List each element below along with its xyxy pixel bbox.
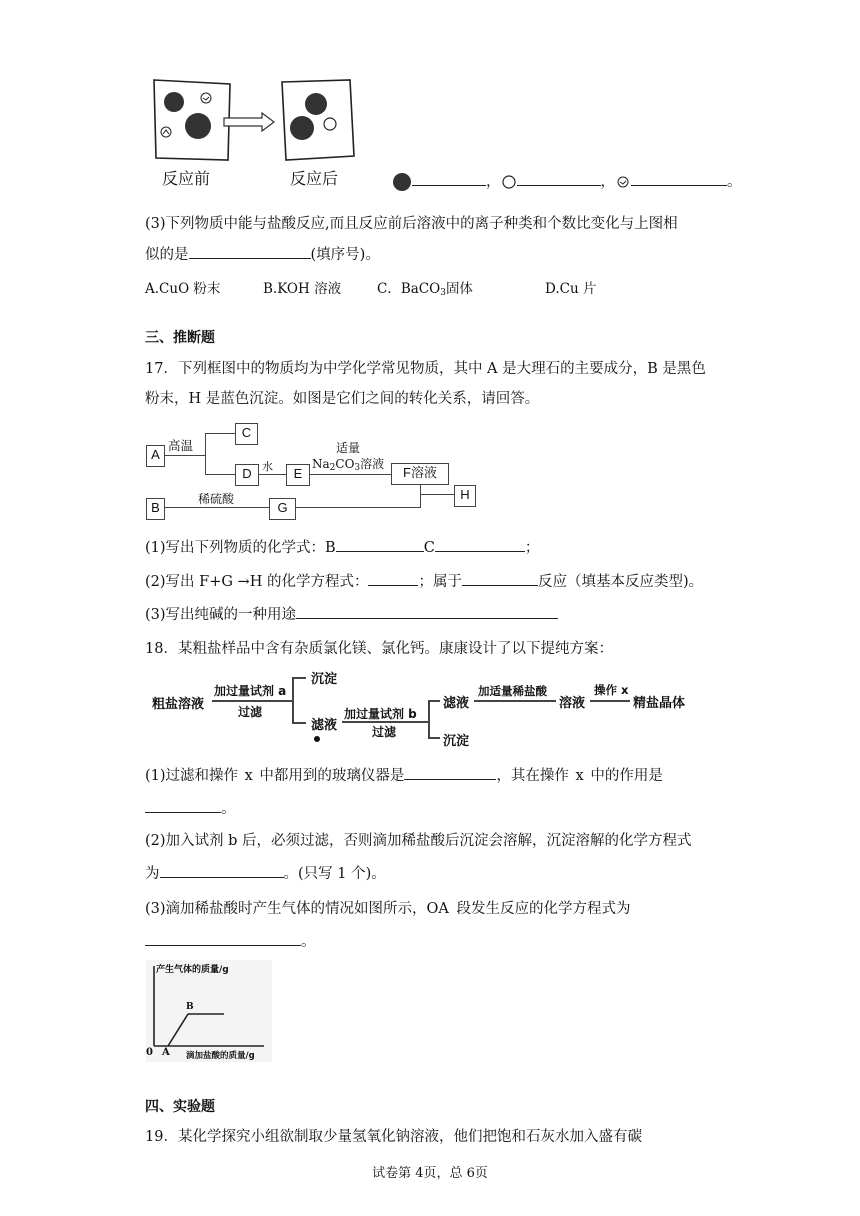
q17-sub2	[145, 570, 703, 591]
graph-ylabel: 产生气体的质量/g	[156, 965, 229, 975]
q17-sub1	[145, 536, 539, 557]
white-particle-icon	[501, 174, 517, 190]
label-gaowen: 高温	[168, 438, 194, 453]
flow-line	[428, 700, 440, 702]
answer-blank-instrument[interactable]	[404, 765, 496, 780]
dot-mark	[314, 736, 320, 742]
graph-xlabel: 滴加盐酸的质量/g	[186, 1051, 255, 1061]
graph-point-a: A	[162, 1047, 170, 1058]
text: 固体	[445, 281, 473, 297]
subscript: 2	[329, 463, 336, 473]
text: ；	[524, 540, 540, 556]
sep: 。	[727, 174, 742, 190]
flow-lvye1: 滤液	[311, 718, 338, 733]
label-xiliusuan: 稀硫酸	[198, 492, 235, 506]
text: 。	[301, 934, 316, 950]
connector	[420, 494, 421, 508]
text: (1)过滤和操作 x 中都用到的玻璃仪器是	[145, 768, 405, 784]
text: ；属于	[418, 574, 462, 590]
sep: ，	[486, 174, 501, 190]
text: (1)写出下列物质的化学式：B	[145, 540, 336, 556]
answer-blank-type[interactable]	[462, 571, 538, 586]
connector	[205, 433, 206, 475]
box-c: C	[235, 423, 258, 445]
answer-blank-equation[interactable]	[368, 571, 418, 586]
q17-line1: 17．下列框图中的物质均为中学化学常见物质，其中 A 是大理石的主要成分，B 是黑色	[145, 361, 706, 377]
flow-line	[428, 700, 430, 738]
blank-white[interactable]	[517, 171, 601, 186]
text: 为	[145, 866, 160, 882]
option-a: A.CuO 粉末	[145, 281, 221, 297]
flow-line	[212, 700, 292, 702]
label-shui: 水	[262, 460, 273, 473]
text: (填序号)。	[310, 247, 380, 263]
q17-sub3	[145, 603, 558, 624]
section-3-title: 三、推断题	[145, 330, 215, 346]
text: C	[423, 540, 435, 556]
flow-chendian1: 沉淀	[311, 672, 338, 687]
answer-blank-equation[interactable]	[160, 863, 284, 878]
particle-blanks	[392, 170, 742, 192]
box-a: A	[146, 445, 165, 467]
text: ，其在操作 x 中的作用是	[496, 768, 663, 784]
flow-line	[292, 677, 306, 679]
answer-blank-b[interactable]	[336, 537, 424, 552]
flow-cuyan: 粗盐溶液	[152, 697, 205, 712]
text: 反应（填基本反应类型)。	[537, 574, 704, 590]
flow-op-x: 操作 x	[594, 683, 629, 697]
flow-guolv2: 过滤	[372, 725, 397, 739]
text: C．BaCO	[377, 281, 441, 297]
flow-lvye2: 滤液	[443, 696, 470, 711]
answer-blank-c[interactable]	[435, 537, 525, 552]
flow-line	[292, 722, 306, 724]
q18-sub1-line2	[145, 797, 236, 818]
sep: ，	[600, 174, 615, 190]
q16-3-line2	[145, 243, 380, 264]
flow-arrow	[590, 700, 630, 702]
connector	[258, 474, 286, 475]
q18-sub3-line1: (3)滴加稀盐酸时产生气体的情况如图所示，OA 段发生反应的化学方程式为	[145, 901, 631, 917]
connector	[420, 494, 454, 495]
flow-line	[292, 677, 294, 723]
q18-sub1-line1	[145, 764, 663, 785]
connector	[163, 507, 269, 508]
connector	[205, 474, 235, 475]
answer-blank[interactable]	[189, 244, 311, 259]
flow-line	[428, 737, 440, 739]
q19-line1: 19．某化学探究小组欲制取少量氢氧化钠溶液，他们把饱和石灰水加入盛有碳	[145, 1129, 642, 1145]
blank-black[interactable]	[412, 171, 486, 186]
connector	[295, 507, 420, 508]
arrow-icon	[224, 113, 274, 131]
black-particle-icon	[392, 172, 412, 192]
section-4-title: 四、实验题	[145, 1099, 215, 1115]
q17-line2: 粉末，H 是蓝色沉淀。如图是它们之间的转化关系，请回答。	[145, 391, 540, 407]
label-after: 反应后	[290, 169, 339, 188]
blank-small[interactable]	[631, 171, 727, 186]
flow-chendian2: 沉淀	[443, 734, 470, 749]
graph-point-b: B	[186, 1002, 194, 1012]
text: Na	[312, 457, 330, 471]
text: (2)写出 F+G →H 的化学方程式：	[145, 574, 369, 590]
text: 溶液	[360, 457, 385, 471]
subscript: 3	[354, 463, 361, 473]
text: CO	[335, 457, 355, 471]
connector	[205, 433, 235, 434]
flow-product: 精盐晶体	[633, 696, 686, 711]
q18-sub2-line1: (2)加入试剂 b 后，必须过滤，否则滴加稀盐酸后沉淀会溶解，沉淀溶解的化学方程式	[145, 833, 692, 849]
text: 似的是	[145, 247, 189, 263]
option-c	[377, 277, 473, 298]
text: (3)写出纯碱的一种用途	[145, 607, 297, 623]
subscript: 3	[440, 288, 446, 298]
box-g: G	[269, 498, 296, 520]
label-shiliang: 适量	[336, 441, 361, 455]
after-beaker	[282, 80, 354, 160]
q18-sub2-line2	[145, 862, 386, 883]
flow-reagent-a: 加过量试剂 a	[214, 684, 287, 698]
answer-blank-oa-equation[interactable]	[145, 931, 301, 946]
q16-3-line1: (3)下列物质中能与盐酸反应,而且反应前后溶液中的离子种类和个数比变化与上图相	[145, 216, 678, 232]
answer-blank-use[interactable]	[296, 604, 558, 619]
before-beaker	[154, 80, 230, 160]
box-e: E	[286, 464, 310, 486]
flow-rongye: 溶液	[559, 696, 586, 711]
box-h: H	[454, 485, 476, 507]
text: 。(只写 1 个)。	[283, 866, 386, 882]
box-b: B	[146, 498, 165, 520]
label-before: 反应前	[162, 169, 211, 188]
box-f: F溶液	[391, 463, 449, 485]
connector	[163, 455, 205, 456]
text: 。	[221, 801, 236, 817]
page-footer: 试卷第 4页，总 6页	[372, 1166, 488, 1181]
graph-origin: 0	[146, 1047, 153, 1058]
box-d: D	[235, 464, 259, 486]
flow-hcl: 加适量稀盐酸	[478, 684, 547, 698]
label-na2co3	[312, 455, 384, 473]
connector	[309, 474, 391, 475]
q18-sub3-line2	[145, 930, 316, 951]
flow-guolv1: 过滤	[238, 705, 263, 719]
flow-reagent-b: 加过量试剂 b	[344, 707, 417, 721]
option-d: D.Cu 片	[545, 281, 597, 297]
q18-line1: 18．某粗盐样品中含有杂质氯化镁、氯化钙。康康设计了以下提纯方案：	[145, 641, 613, 657]
answer-blank-role[interactable]	[145, 798, 221, 813]
flow-arrow	[474, 700, 556, 702]
option-b: B.KOH 溶液	[263, 281, 342, 297]
small-particle-icon	[615, 174, 631, 190]
